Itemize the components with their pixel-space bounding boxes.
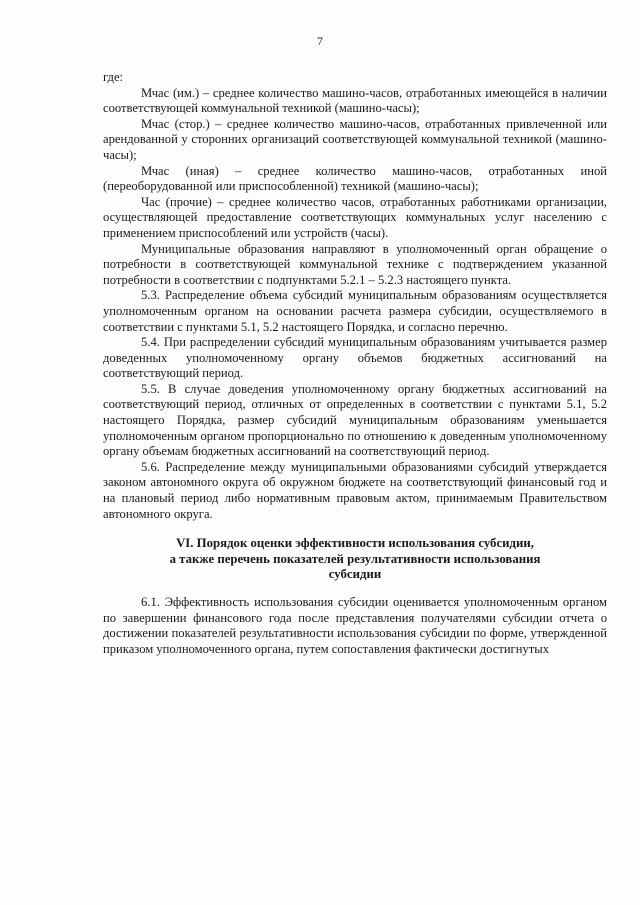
section-heading: [103, 536, 607, 583]
page-number: 7: [317, 34, 323, 48]
paragraph-mchas-inaya: Мчас (иная) – среднее количество машино-часов, отработанных иной (переоборудованной или приспособленной) техникой (машино-часы);: [103, 163, 607, 194]
paragraph-where: где:: [103, 70, 124, 84]
paragraph-mchas-im: Мчас (им.) – среднее количество машино-часов, отработанных имеющейся в наличии соответствующей коммунальной техникой (машино-часы);: [103, 85, 607, 116]
paragraph-5-3: 5.3. Распределение объема субсидий муниципальным образованиям осуществляется уполномоченным органом на основании расчета размера субсидии, осуществляемого в соответствии с пунктами 5.1, 5.2 настоящего Порядка, и согласно перечню.: [103, 288, 607, 334]
section-heading-line-3: субсидии: [328, 567, 382, 582]
paragraph-municipal-request: Муниципальные образования направляют в уполномоченный орган обращение о потребности в соответствующей коммунальной технике с подтверждением указанной потребности в соответствии с подпунктами 5.2.1 – 5.2.3 настоящего пункта.: [103, 241, 607, 287]
paragraph-6-1: 6.1. Эффективность использования субсидии оценивается уполномоченным органом по завершении финансового года после представления получателями субсидии отчета о достижении показателей результативности использования субсидии по форме, утвержденной приказом уполномоченного органа, путем сопоставления фактически достигнутых: [103, 595, 607, 656]
paragraph-5-6: 5.6. Распределение между муниципальными образованиями субсидий утверждается законом автономного округа об окружном бюджете на соответствующий финансовый год и на плановый период либо нормативным правовым актом, принимаемым Правительством автономного округа.: [103, 459, 607, 521]
document-body: [103, 70, 607, 657]
paragraph-chas-prochie: Час (прочие) – среднее количество часов, отработанных работниками организации, осуществляющей предоставление соответствующих коммунальных услуг населению с применением приспособлений или устройств (часы).: [103, 194, 607, 240]
paragraph-mchas-stor: Мчас (стор.) – среднее количество машино-часов, отработанных привлеченной или арендованной у сторонних организаций соответствующей коммунальной техникой (машино-часы);: [103, 116, 607, 162]
paragraph-5-4: 5.4. При распределении субсидий муниципальным образованиям учитывается размер доведенных уполномоченному органу объемов бюджетных ассигнований на соответствующий период.: [103, 335, 607, 381]
section-heading-line-1: VI. Порядок оценки эффективности использования субсидии,: [176, 536, 534, 551]
section-heading-line-2: а также перечень показателей результативности использования: [169, 551, 541, 566]
paragraph-5-5: 5.5. В случае доведения уполномоченному органу бюджетных ассигнований на соответствующий период, отличных от определенных в соответствии с пунктами 5.1, 5.2 настоящего Порядка, размер субсидий муниципальным образованиям уменьшается уполномоченным органом пропорционально по отношению к доведенным уполномоченному органу объемам бюджетных ассигнований на соответствующий период.: [103, 381, 607, 459]
